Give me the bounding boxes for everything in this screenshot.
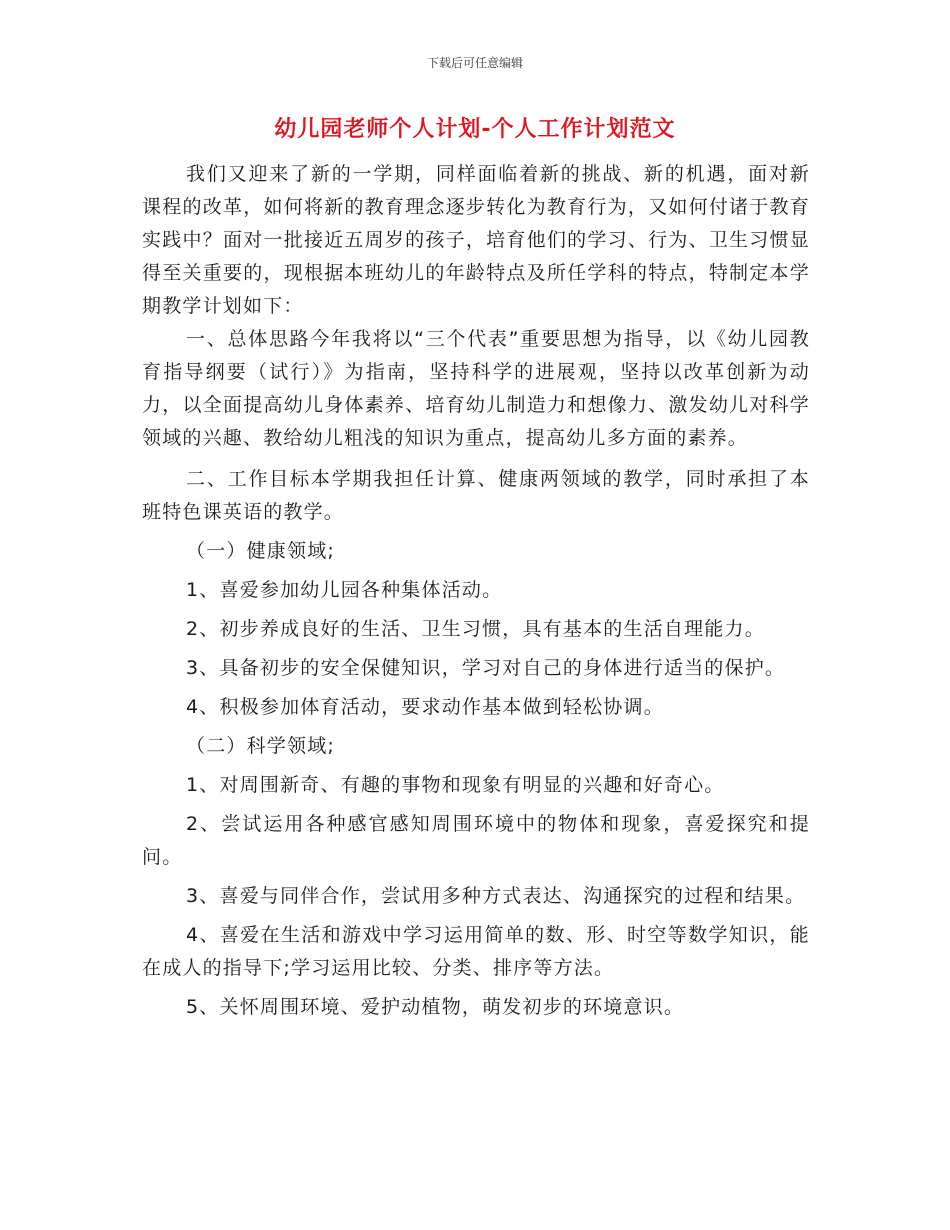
science-domain-heading: （二）科学领域;: [186, 735, 336, 757]
document-body: [142, 158, 810, 1024]
health-domain-heading: （一）健康领域;: [186, 540, 336, 562]
header-note: 下载后可任意编辑: [426, 56, 523, 70]
health-item: 2、初步养成良好的生活、卫生习惯，具有基本的生活自理能力。: [186, 618, 765, 640]
health-item: 1、喜爱参加幼儿园各种集体活动。: [186, 579, 503, 601]
science-item: 3、喜爱与同伴合作，尝试用多种方式表达、沟通探究的过程和结果。: [186, 885, 806, 907]
science-item: 5、关怀周围环境、爱护动植物，萌发初步的环境意识。: [186, 996, 685, 1018]
health-item: 3、具备初步的安全保健知识，学习对自己的身体进行适当的保护。: [186, 657, 786, 679]
document-title: 幼儿园老师个人计划-个人工作计划范文: [274, 117, 676, 142]
science-item: 1、对周围新奇、有趣的事物和现象有明显的兴趣和好奇心。: [186, 774, 725, 796]
science-item: 4、喜爱在生活和游戏中学习运用简单的数、形、时空等数学知识，能在成人的指导下;学习运用比较、分类、排序等方法。: [142, 924, 810, 979]
section-work-goals: 二、工作目标本学期我担任计算、健康两领域的教学，同时承担了本班特色课英语的教学。: [142, 468, 810, 523]
health-item: 4、积极参加体育活动，要求动作基本做到轻松协调。: [186, 696, 664, 718]
intro-paragraph: 我们又迎来了新的一学期，同样面临着新的挑战、新的机遇，面对新课程的改革，如何将新的教育理念逐步转化为教育行为，又如何付诸于教育实践中？面对一批接近五周岁的孩子，培育他们的学习、行为、卫生习惯显得至关重要的，现根据本班幼儿的年龄特点及所任学科的特点，特制定本学期教学计划如下：: [142, 163, 810, 317]
science-item: 2、尝试运用各种感官感知周围环境中的物体和现象，喜爱探究和提问。: [142, 813, 810, 868]
section-overall-approach: 一、总体思路今年我将以“三个代表”重要思想为指导，以《幼儿园教育指导纲要（试行）》为指南，坚持科学的进展观，坚持以改革创新为动力，以全面提高幼儿身体素养、培育幼儿制造力和想像力、激发幼儿对科学领域的兴趣、教给幼儿粗浅的知识为重点，提高幼儿多方面的素养。: [142, 328, 810, 449]
